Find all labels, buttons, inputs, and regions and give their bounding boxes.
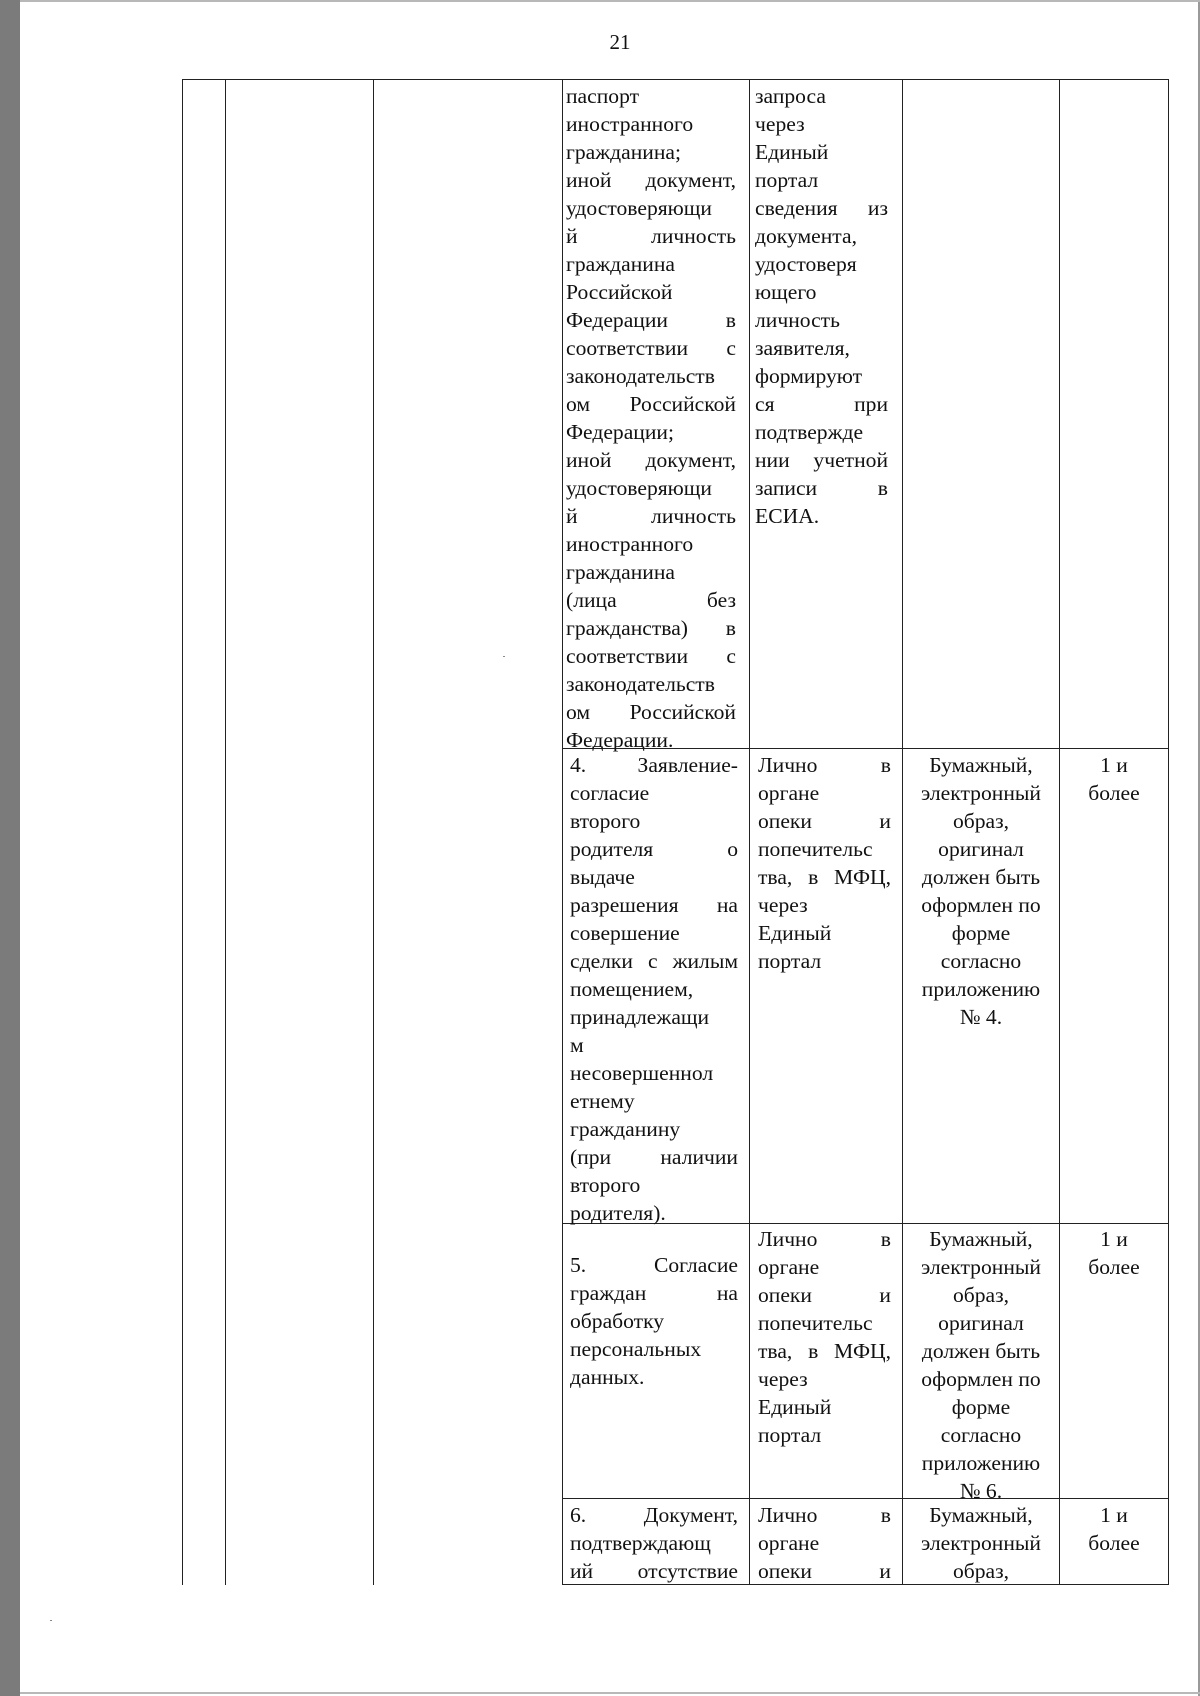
row-3-document-cell: 5. Согласие граждан на обработку персональных данных.	[570, 1253, 738, 1389]
scan-speck	[50, 1620, 52, 1621]
column-divider-5	[902, 79, 903, 1585]
row-2-form-cell: Бумажный, электронный образ, оригинал должен быть оформлен по форме согласно приложению № 4.	[921, 753, 1041, 1029]
page-number: 21	[609, 30, 631, 54]
table-left-border	[182, 79, 183, 1585]
row-4-method-cell: Лично в органе опеки и	[758, 1503, 891, 1583]
row-4-form-cell: Бумажный, электронный образ,	[921, 1503, 1041, 1583]
column-divider-2	[373, 79, 374, 1585]
column-divider-1	[225, 79, 226, 1585]
row-1-method-cell: запроса через Единый портал сведения из документа, удостоверя ющего личность заявителя, формируют ся при подтвержде нии учетной записи в ЕСИА.	[755, 84, 888, 528]
column-divider-3	[562, 79, 563, 1585]
scan-bottom-edge	[20, 1692, 1200, 1694]
column-divider-4	[749, 79, 750, 1585]
row-divider-3	[562, 1498, 1169, 1499]
table-right-border	[1168, 79, 1169, 1585]
row-3-form-cell: Бумажный, электронный образ, оригинал должен быть оформлен по форме согласно приложению № 6.	[921, 1227, 1041, 1503]
table-top-border	[182, 79, 1169, 80]
scan-speck	[503, 656, 505, 657]
scan-left-margin	[0, 0, 20, 1696]
row-4-document-cell: 6. Документ, подтверждающ ий отсутствие	[570, 1503, 738, 1583]
row-3-method-cell: Лично в органе опеки и попечительс тва, в МФЦ, через Единый портал	[758, 1227, 891, 1447]
column-divider-6	[1059, 79, 1060, 1585]
row-2-method-cell: Лично в органе опеки и попечительс тва, в МФЦ, через Единый портал	[758, 753, 891, 973]
row-4-count-cell: 1 и более	[1088, 1503, 1140, 1555]
scan-top-edge	[20, 0, 1200, 2]
row-1-document-cell: паспорт иностранного гражданина; иной документ, удостоверяющи й личность гражданина Российской Федерации в соответствии с законодательств ом Российской Федерации; иной документ, удостоверяющи й личность иностранного гражданина (лица без гражданства) в соответствии с законодательств ом Российской Федерации.	[566, 84, 736, 752]
row-2-count-cell: 1 и более	[1088, 753, 1140, 805]
row-3-count-cell: 1 и более	[1088, 1227, 1140, 1279]
row-2-document-cell: 4. Заявление- согласие второго родителя о выдаче разрешения на совершение сделки с жилым помещением, принадлежащи м несовершеннол етнему гражданину (при наличии второго родителя).	[570, 753, 738, 1225]
